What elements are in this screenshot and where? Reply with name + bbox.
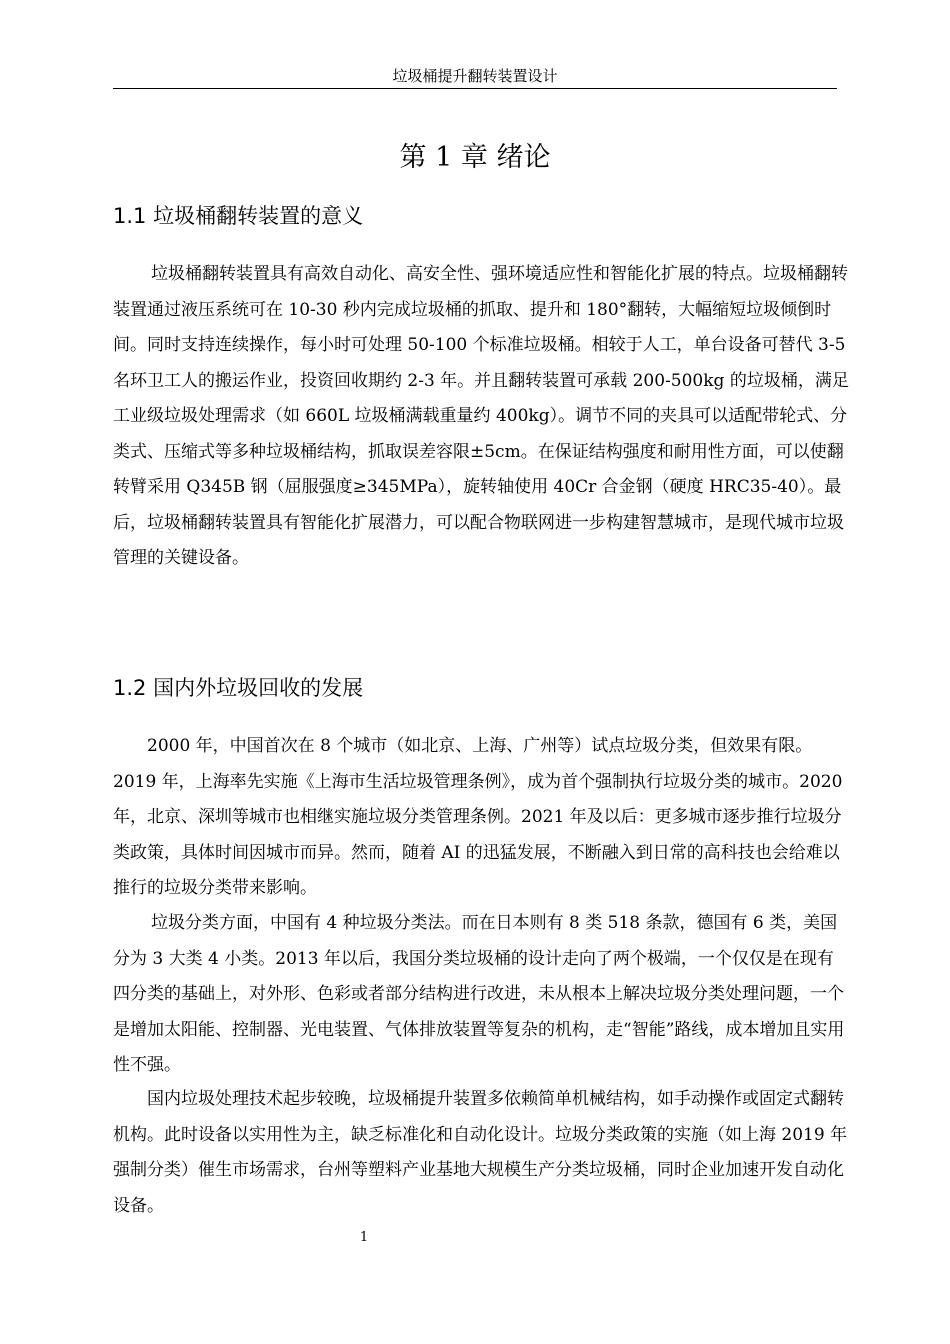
section-1-2-paragraph-3: 国内垃圾处理技术起步较晚，垃圾桶提升装置多依赖简单机械结构，如手动操作或固定式翻转机构。此时设备以实用性为主，缺乏标准化和自动化设计。垃圾分类政策的实施（如上海 2019 年强制分类）催生市场需求，台州等塑料产业基地大规模生产分类垃圾桶，同时企业加速开发自动化设备。 bbox=[113, 1089, 848, 1216]
chapter-title: 第 1 章 绪论 bbox=[399, 142, 551, 173]
section-1-2-paragraph-1: 2000 年，中国首次在 8 个城市（如北京、上海、广州等）试点垃圾分类，但效果有限。2019 年，上海率先实施《上海市生活垃圾管理条例》，成为首个强制执行垃圾分类的城市。2020 年，北京、深圳等城市也相继实施垃圾分类管理条例。2021 年及以后：更多城市逐步推行垃圾分类政策，具体时间因城市而异。然而，随着 AI 的迅猛发展，不断融入到日常的高科技也会给难以推行的垃圾分类带来影响。 bbox=[113, 736, 843, 898]
running-header: 垃圾桶提升翻转装置设计 bbox=[392, 67, 558, 85]
page-number: 1 bbox=[359, 1230, 369, 1245]
section-heading-1-1: 1.1 垃圾桶翻转装置的意义 bbox=[113, 204, 364, 228]
section-1-2-paragraph-2: 垃圾分类方面，中国有 4 种垃圾分类法。而在日本则有 8 类 518 条款，德国有 6 类，美国分为 3 大类 4 小类。2013 年以后，我国分类垃圾桶的设计走向了两个极端，一个仅仅是在现有四分类的基础上，对外形、色彩或者部分结构进行改进，未从根本上解决垃圾分类处理问题，一个是增加太阳能、控制器、光电装置、气体排放装置等复杂的机构，走“智能”路线，成本增加且实用性不强。 bbox=[113, 913, 845, 1075]
section-heading-1-2: 1.2 国内外垃圾回收的发展 bbox=[113, 676, 364, 700]
section-1-1-paragraph: 垃圾桶翻转装置具有高效自动化、高安全性、强环境适应性和智能化扩展的特点。垃圾桶翻转装置通过液压系统可在 10-30 秒内完成垃圾桶的抓取、提升和 180°翻转，大幅缩短垃圾倾倒时间。同时支持连续操作，每小时可处理 50-100 个标准垃圾桶。相较于人工，单台设备可替代 3-5 名环卫工人的搬运作业，投资回收期约 2-3 年。并且翻转装置可承载 200-500kg 的垃圾桶，满足工业级垃圾处理需求（如 660L 垃圾桶满载重量约 400kg）。调节不同的夹具可以适配带轮式、分类式、压缩式等多种垃圾桶结构，抓取误差容限±5cm。在保证结构强度和耐用性方面，可以使翻转臂采用 Q345B 钢（屈服强度≥345MPa），旋转轴使用 40Cr 合金钢（硬度 HRC35-40）。最后，垃圾桶翻转装置具有智能化扩展潜力，可以配合物联网进一步构建智慧城市，是现代城市垃圾管理的关键设备。 bbox=[113, 264, 849, 568]
header-divider bbox=[113, 88, 837, 89]
